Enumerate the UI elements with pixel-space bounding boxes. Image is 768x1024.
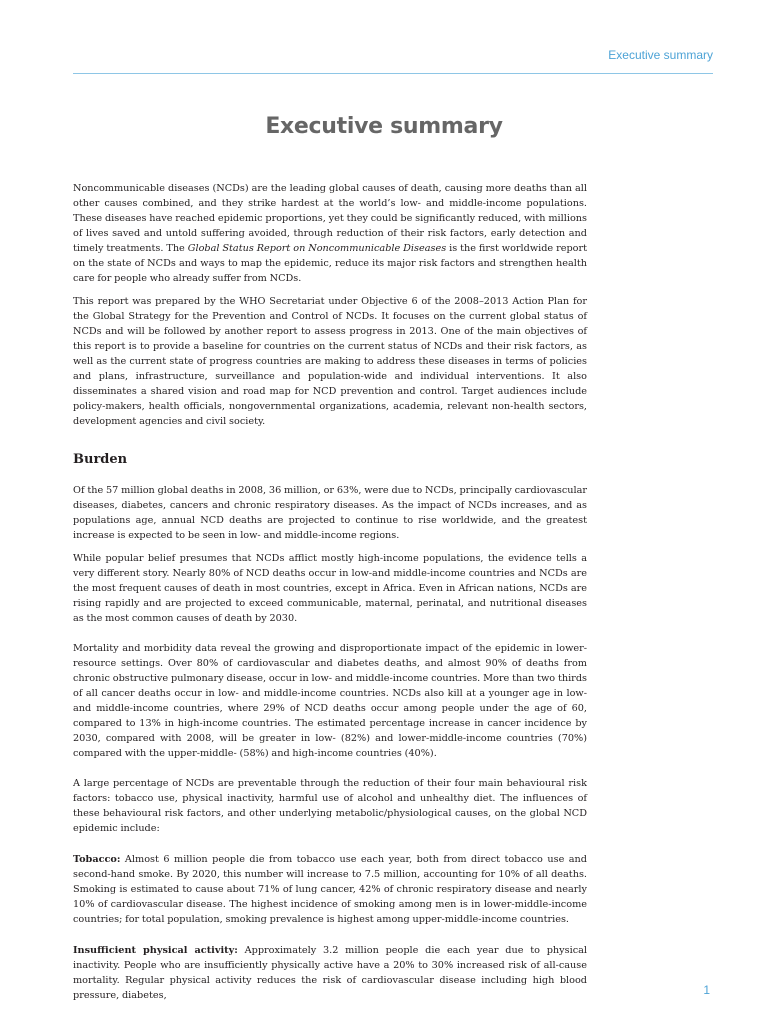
header-rule — [73, 73, 713, 74]
burden-paragraph-2: While popular belief presumes that NCDs afflict mostly high-income populations, the evidence tells a very different story. Nearly 80% of NCD deaths occur in low-and middle-income countries and NCDs are the most frequent causes of death in most countries, except in Africa. Even in African nations, NCDs are rising rapidly and are projected to exceed communicable, maternal, perinatal, and nutritional diseases as the most common causes of death by 2030. — [73, 553, 587, 624]
intro-paragraph-1 — [73, 181, 587, 286]
intro-p1-text-b: is the first worldwide report on the state of NCDs and ways to map the epidemic, reduce its major risk factors and strengthen health care for people who already suffer from NCDs. — [73, 243, 588, 284]
page-number: 1 — [703, 983, 710, 997]
physical-activity-label: Insufficient physical activity: — [73, 945, 238, 956]
tobacco-paragraph — [73, 852, 587, 927]
page-title: Executive summary — [265, 114, 503, 139]
intro-p1-text-a: Noncommunicable diseases (NCDs) are the leading global causes of death, causing more deaths than all other causes combined, and they strike hardest at the world’s low- and middle-income populations. These diseases have reached epidemic proportions, yet they could be significantly reduced, with millions of lives saved and untold suffering avoided, through reduction of their risk factors, early detection and timely treatments. The — [73, 183, 587, 254]
physical-activity-paragraph — [73, 943, 587, 1003]
burden-paragraph-3: Mortality and morbidity data reveal the growing and disproportionate impact of the epidemic in lower-resource settings. Over 80% of cardiovascular and diabetes deaths, and almost 90% of deaths from chronic obstructive pulmonary disease, occur in low- and middle-income countries. More than two thirds of all cancer deaths occur in low- and middle-income countries. NCDs also kill at a younger age in low- and middle-income countries, where 29% of NCD deaths occur among people under the age of 60, compared to 13% in high-income countries. The estimated percentage increase in cancer incidence by 2030, compared with 2008, will be greater in low- (82%) and lower-middle-income countries (70%) compared with the upper-middle- (58%) and high-income countries (40%). — [73, 643, 587, 759]
burden-paragraph-1: Of the 57 million global deaths in 2008, 36 million, or 63%, were due to NCDs, principally cardiovascular diseases, diabetes, cancers and chronic respiratory diseases. As the impact of NCDs increases, and as populations age, annual NCD deaths are projected to continue to rise worldwide, and the greatest increase is expected to be seen in low- and middle-income regions. — [73, 485, 587, 541]
burden-paragraph-4: A large percentage of NCDs are preventable through the reduction of their four main behavioural risk factors: tobacco use, physical inactivity, harmful use of alcohol and unhealthy diet. The influences of these behavioural risk factors, and other underlying metabolic/physiological causes, on the global NCD epidemic include: — [73, 778, 587, 834]
running-header: Executive summary — [608, 48, 713, 62]
body-text — [73, 181, 587, 1011]
intro-paragraph-2: This report was prepared by the WHO Secretariat under Objective 6 of the 2008–2013 Action Plan for the Global Strategy for the Prevention and Control of NCDs. It focuses on the current global status of NCDs and will be followed by another report to assess progress in 2013. One of the main objectives of this report is to provide a baseline for countries on the current status of NCDs and their risk factors, as well as the current state of progress countries are making to address these diseases in terms of policies and plans, infrastructure, surveillance and population-wide and individual interventions. It also disseminates a shared vision and road map for NCD prevention and control. Target audiences include policy-makers, health officials, nongovernmental organizations, academia, relevant non-health sectors, development agencies and civil society. — [73, 296, 587, 427]
tobacco-label: Tobacco: — [73, 854, 121, 865]
tobacco-text: Almost 6 million people die from tobacco use each year, both from direct tobacco use and second-hand smoke. By 2020, this number will increase to 7.5 million, accounting for 10% of all deaths. Smoking is estimated to cause about 71% of lung cancer, 42% of chronic respiratory disease and nearly 10% of cardiovascular disease. The highest incidence of smoking among men is in lower-middle-income countries; for total population, smoking prevalence is highest among upper-middle-income countries. — [73, 854, 587, 925]
physical-activity-text: Approximately 3.2 million people die each year due to physical inactivity. People who are insufficiently physically active have a 20% to 30% increased risk of all-cause mortality. Regular physical activity reduces the risk of cardiovascular disease including high blood pressure, diabetes, — [73, 945, 588, 1001]
section-heading-burden: Burden — [73, 452, 128, 467]
report-title-italic: Global Status Report on Noncommunicable Diseases — [187, 243, 447, 254]
